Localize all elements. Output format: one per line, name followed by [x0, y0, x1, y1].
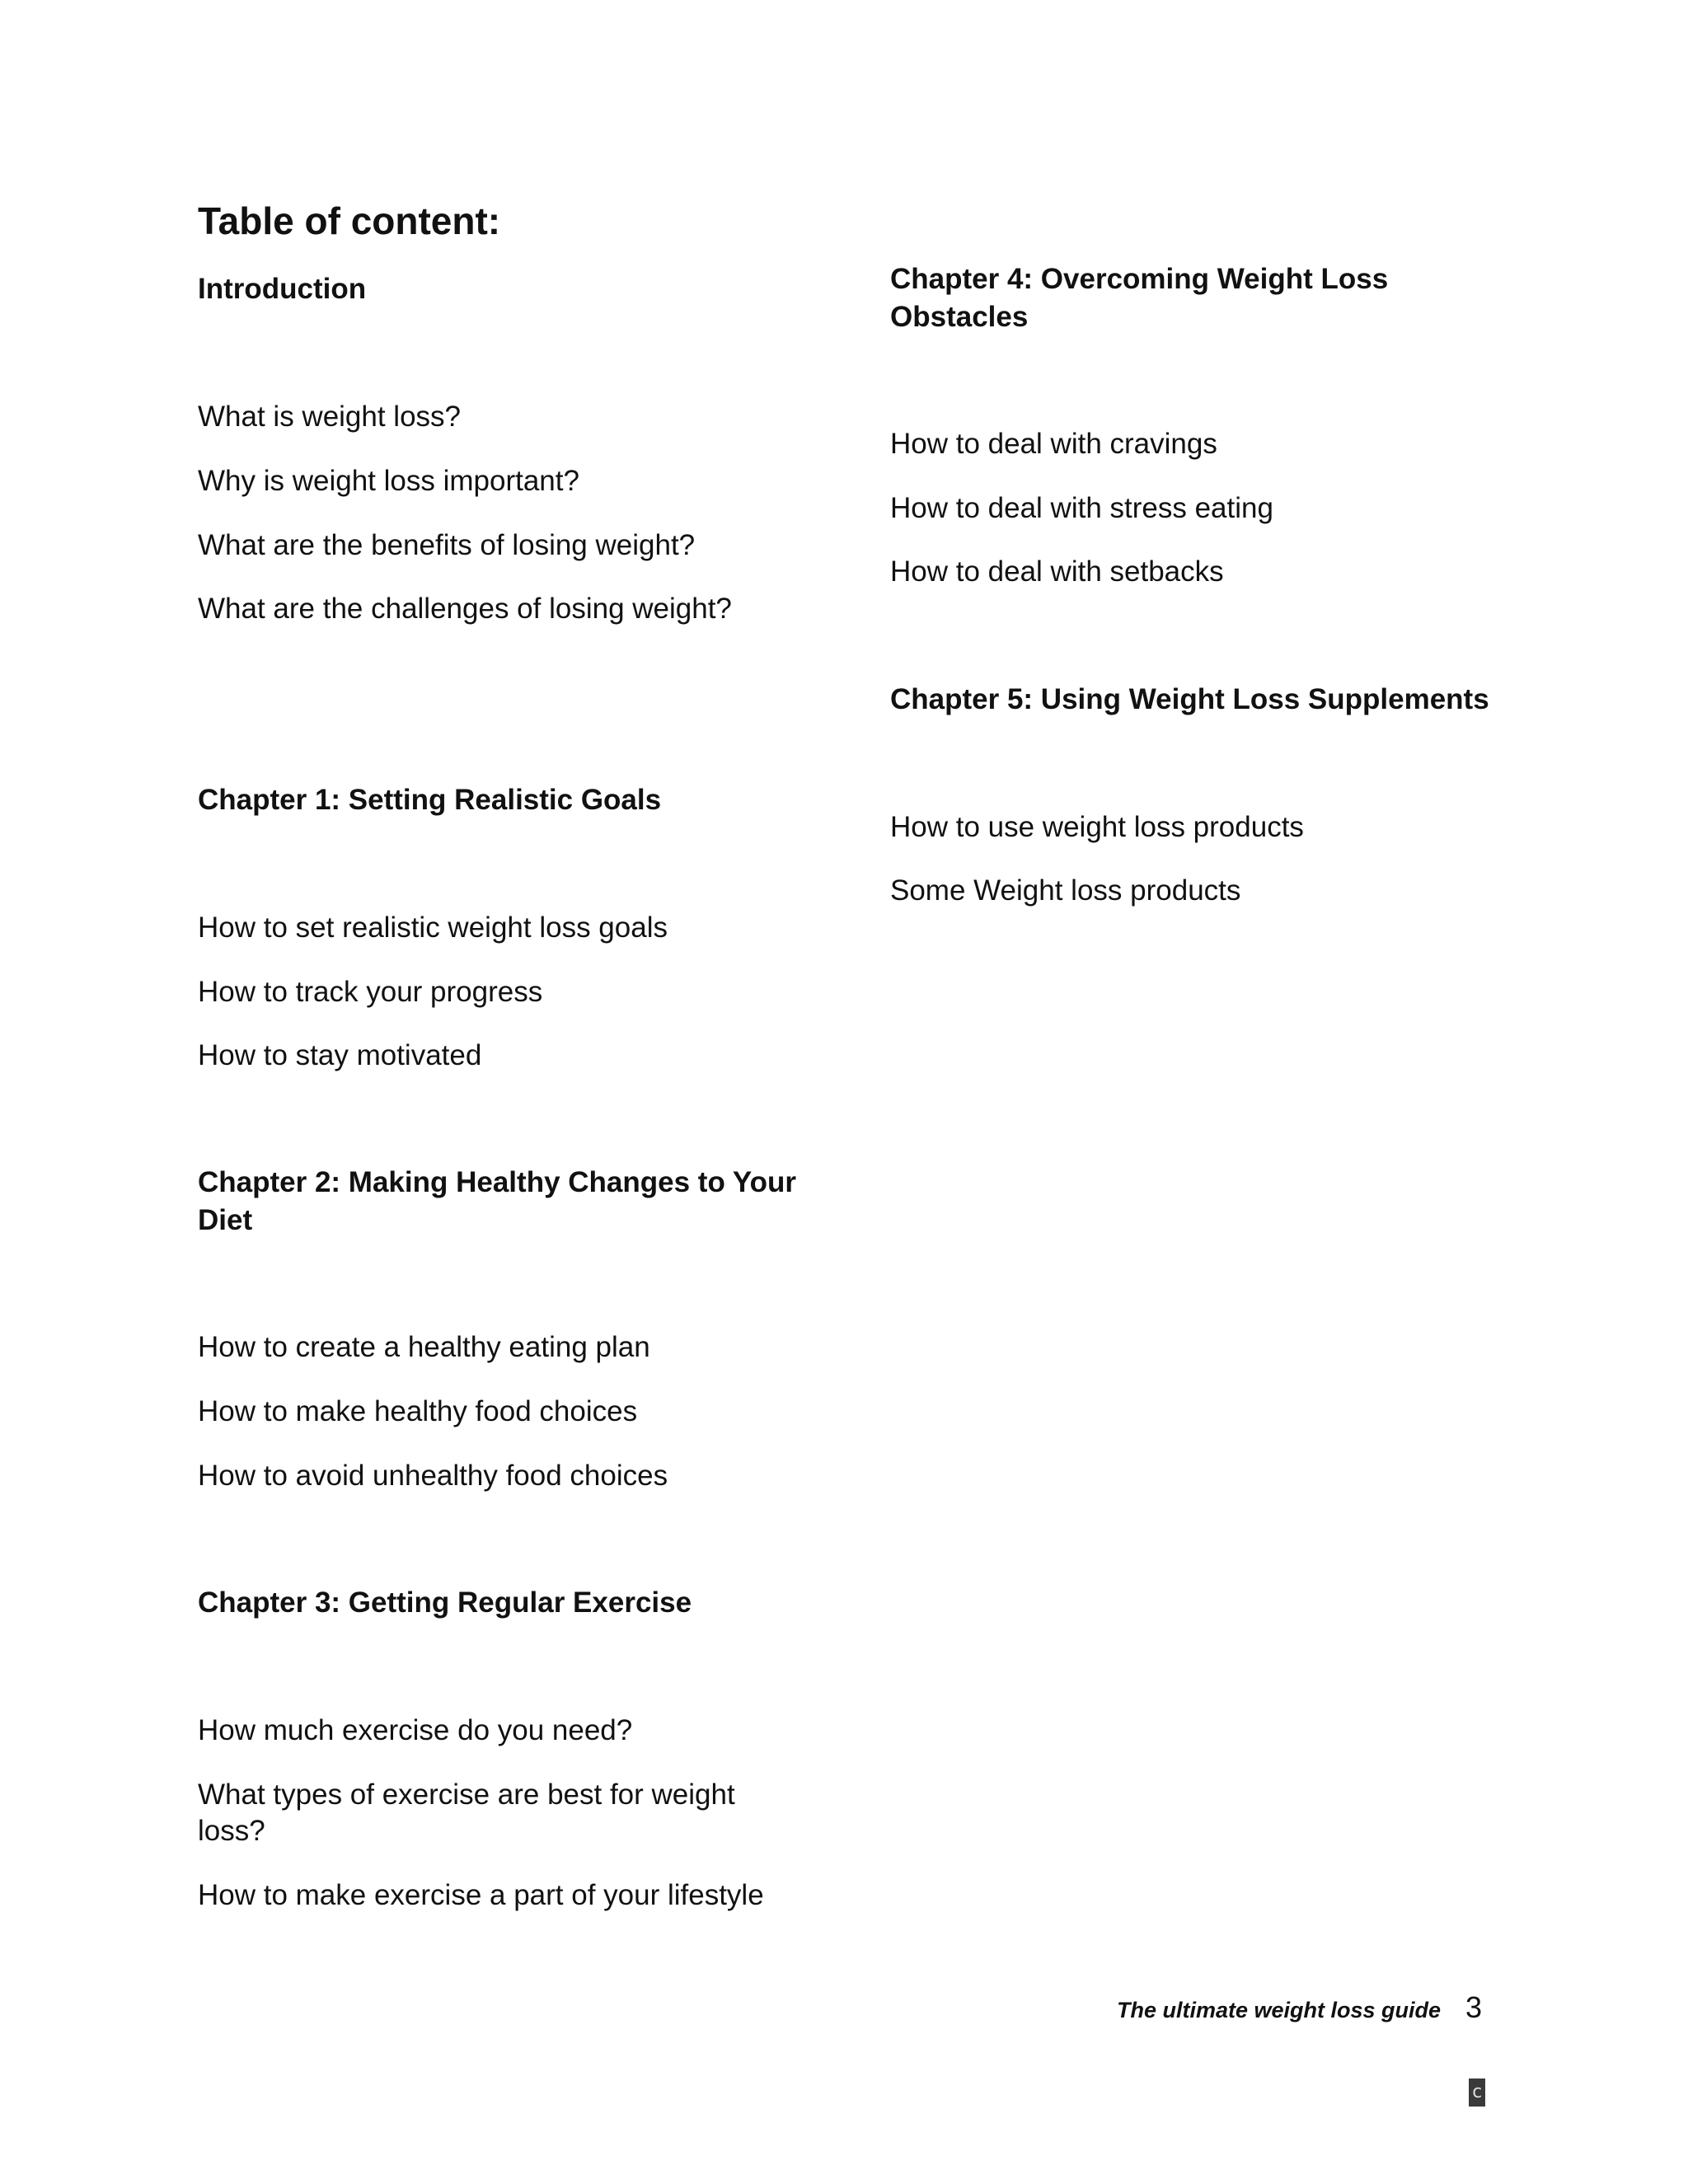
toc-entry: What types of exercise are best for weight loss?	[198, 1779, 735, 1847]
toc-entry: Why is weight loss important?	[198, 465, 579, 497]
toc-entry: How to deal with setbacks	[890, 555, 1224, 588]
toc-entry: What are the benefits of losing weight?	[198, 529, 696, 561]
toc-entry: How to deal with stress eating	[890, 492, 1273, 524]
toc-heading-chapter-3: Chapter 3: Getting Regular Exercise	[198, 1586, 692, 1619]
corner-mark: c	[1469, 2079, 1485, 2107]
toc-heading-chapter-1: Chapter 1: Setting Realistic Goals	[198, 784, 662, 816]
toc-entry: How to set realistic weight loss goals	[198, 912, 668, 944]
toc-entry: How to use weight loss products	[890, 811, 1304, 843]
toc-entry: How to make healthy food choices	[198, 1395, 638, 1427]
toc-entry: How to make exercise a part of your lifestyle	[198, 1879, 764, 1911]
toc-heading-chapter-4: Chapter 4: Overcoming Weight Loss Obstacles	[890, 263, 1389, 333]
toc-entry: How much exercise do you need?	[198, 1714, 633, 1746]
toc-entry: How to track your progress	[198, 976, 543, 1008]
toc-heading-chapter-2: Chapter 2: Making Healthy Changes to Your Diet	[198, 1166, 797, 1236]
toc-entry: How to stay motivated	[198, 1039, 482, 1071]
toc-heading-introduction: Introduction	[198, 273, 367, 305]
footer-guide-title: The ultimate weight loss guide	[1116, 1998, 1441, 2022]
toc-entry: Some Weight loss products	[890, 874, 1241, 907]
page-number: 3	[1465, 1990, 1483, 2024]
page-title: Table of content:	[198, 199, 501, 242]
toc-entry: What are the challenges of losing weight?	[198, 593, 732, 625]
toc-entry: How to create a healthy eating plan	[198, 1331, 650, 1363]
toc-entry: How to avoid unhealthy food choices	[198, 1460, 668, 1492]
toc-heading-chapter-5: Chapter 5: Using Weight Loss Supplements	[890, 683, 1489, 715]
toc-entry: How to deal with cravings	[890, 428, 1217, 460]
toc-entry: What is weight loss?	[198, 401, 462, 433]
